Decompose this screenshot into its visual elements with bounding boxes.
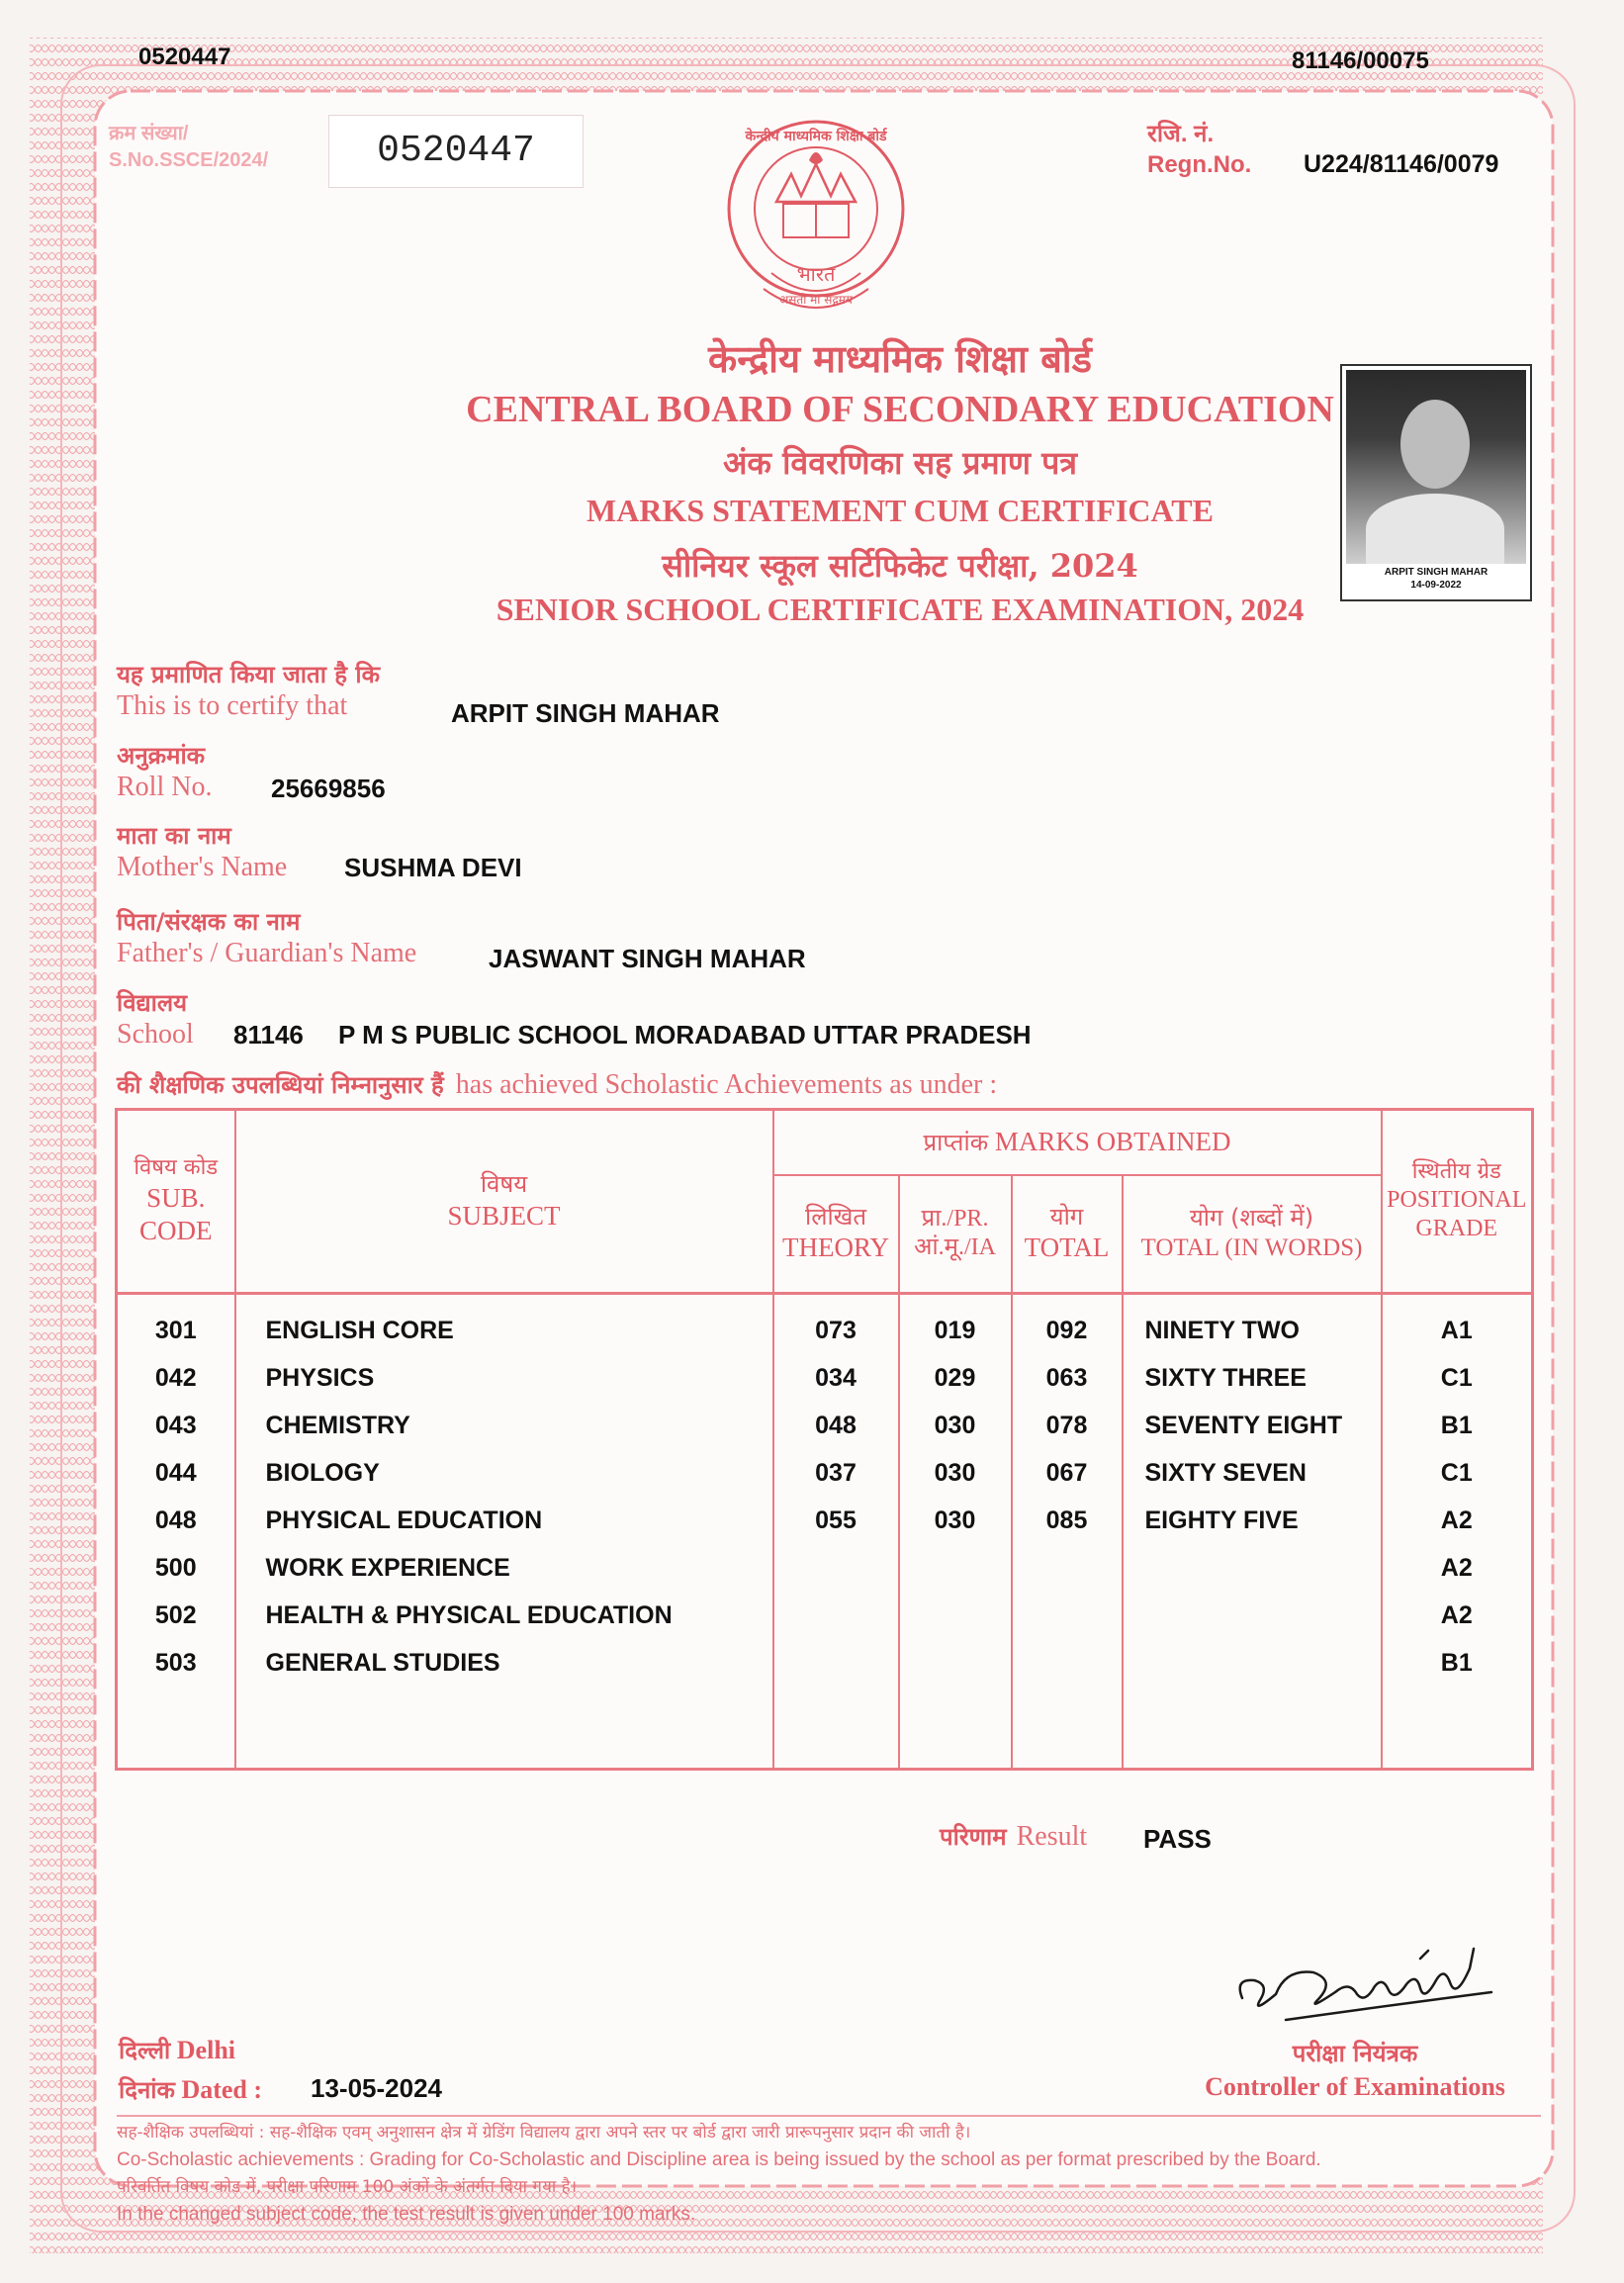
table-row xyxy=(117,1354,1533,1402)
cell-theory: 048 xyxy=(773,1402,899,1449)
result-value: PASS xyxy=(1143,1824,1212,1854)
header-total-en: TOTAL xyxy=(1024,1233,1110,1263)
header-code-en1: SUB. xyxy=(146,1182,206,1213)
photo-caption-name: ARPIT SINGH MAHAR xyxy=(1384,567,1489,578)
regn-value: U224/81146/0079 xyxy=(1304,150,1499,178)
photo-caption xyxy=(1342,567,1530,592)
father-label-hi: पिता/संरक्षक का नाम xyxy=(117,908,301,936)
roll-label xyxy=(117,739,212,803)
achieved-hi: की शैक्षणिक उपलब्धियां निम्नानुसार हैं xyxy=(117,1071,444,1099)
serial-label-en: S.No.SSCE/2024/ xyxy=(109,149,269,171)
table-row xyxy=(117,1294,1533,1355)
regn-label xyxy=(1147,119,1251,180)
footnote-divider xyxy=(117,2115,1541,2117)
cell-grade: C1 xyxy=(1382,1354,1533,1402)
school-code: 81146 xyxy=(233,1020,304,1050)
marks-table xyxy=(115,1108,1534,1771)
marks-table-body xyxy=(117,1294,1533,1770)
footnote-line-2: Co-Scholastic achievements : Grading for Co-Scholastic and Discipline area is being issued by the school as per format prescribed by the Board. xyxy=(117,2148,1321,2170)
cell-grade: B1 xyxy=(1382,1402,1533,1449)
dated-value: 13-05-2024 xyxy=(311,2073,442,2103)
cell-total-words: SIXTY THREE xyxy=(1123,1354,1382,1402)
photo-image xyxy=(1346,370,1526,564)
cell-grade: A2 xyxy=(1382,1497,1533,1544)
mother-label xyxy=(117,819,287,883)
cell-code: 042 xyxy=(117,1354,235,1402)
cell-subject: PHYSICS xyxy=(235,1354,773,1402)
cell-theory: 037 xyxy=(773,1449,899,1497)
roll-label-hi: अनुक्रमांक xyxy=(117,742,206,770)
cell-theory: 034 xyxy=(773,1354,899,1402)
cell-total-words xyxy=(1123,1544,1382,1592)
cell-grade: B1 xyxy=(1382,1639,1533,1687)
cell-grade: C1 xyxy=(1382,1449,1533,1497)
exam-title-hi: सीनियर स्कूल सर्टिफिकेट परीक्षा, 2024 xyxy=(662,547,1138,585)
header-grade-hi: स्थितीय ग्रेड xyxy=(1411,1158,1501,1184)
cell-total-words xyxy=(1123,1592,1382,1639)
roll-label-en: Roll No. xyxy=(117,772,213,802)
school-label-en: School xyxy=(117,1019,194,1050)
cell-grade: A2 xyxy=(1382,1544,1533,1592)
controller-title xyxy=(1187,2038,1523,2104)
achieved-en: has achieved Scholastic Achievements as under : xyxy=(455,1069,998,1100)
cell-total xyxy=(1012,1544,1123,1592)
header-sub-code xyxy=(117,1110,235,1294)
cell-total: 078 xyxy=(1012,1402,1123,1449)
cell-subject: HEALTH & PHYSICAL EDUCATION xyxy=(235,1592,773,1639)
cell-subject: PHYSICAL EDUCATION xyxy=(235,1497,773,1544)
table-row xyxy=(117,1497,1533,1544)
header-marks-obtained xyxy=(773,1110,1382,1175)
table-header-row-1 xyxy=(117,1110,1533,1175)
cell-subject: WORK EXPERIENCE xyxy=(235,1544,773,1592)
table-row xyxy=(117,1449,1533,1497)
result-label-hi: परिणाम xyxy=(940,1823,1007,1851)
cell-total-words xyxy=(1123,1639,1382,1687)
certify-label-en: This is to certify that xyxy=(117,690,348,721)
cell-subject: ENGLISH CORE xyxy=(235,1294,773,1355)
cell-theory xyxy=(773,1639,899,1687)
serial-label-hi: क्रम संख्या/ xyxy=(109,123,189,144)
header-grade-en2: GRADE xyxy=(1415,1215,1498,1241)
regn-label-hi: रजि. नं. xyxy=(1147,121,1215,147)
cell-total xyxy=(1012,1639,1123,1687)
cell-code: 301 xyxy=(117,1294,235,1355)
footnote-line-4: In the changed subject code, the test result is given under 100 marks. xyxy=(117,2203,696,2225)
header-practical xyxy=(899,1175,1012,1294)
cell-grade: A1 xyxy=(1382,1294,1533,1355)
cell-total-words: NINETY TWO xyxy=(1123,1294,1382,1355)
roll-number: 25669856 xyxy=(271,774,386,803)
cell-code: 048 xyxy=(117,1497,235,1544)
school-name: P M S PUBLIC SCHOOL MORADABAD UTTAR PRADESH xyxy=(338,1020,1032,1050)
table-row xyxy=(117,1544,1533,1592)
header-subject xyxy=(235,1110,773,1294)
cell-theory xyxy=(773,1544,899,1592)
cell-theory: 055 xyxy=(773,1497,899,1544)
cell-theory: 073 xyxy=(773,1294,899,1355)
footnote-line-3: परिवर्तित विषय कोड में, परीक्षा परिणाम 100 अंकों के अंतर्गत दिया गया है। xyxy=(117,2176,578,2197)
emblem-top-text: केन्द्रीय माध्यमिक शिक्षा बोर्ड xyxy=(745,129,887,144)
cell-total: 067 xyxy=(1012,1449,1123,1497)
father-label-en: Father's / Guardian's Name xyxy=(117,938,417,968)
footnotes xyxy=(117,2121,1321,2229)
header-total-hi: योग xyxy=(1049,1203,1084,1232)
result-label-en: Result xyxy=(1016,1821,1088,1852)
header-grade-en1: POSITIONAL xyxy=(1387,1186,1527,1213)
cell-total-words: SEVENTY EIGHT xyxy=(1123,1402,1382,1449)
student-photo xyxy=(1340,364,1532,601)
cell-practical: 030 xyxy=(899,1402,1012,1449)
doc-title-hi: अंक विवरणिका सह प्रमाण पत्र xyxy=(722,444,1078,482)
header-pr-2: आं.मू./IA xyxy=(914,1234,996,1261)
header-marks-hi: प्राप्तांक xyxy=(923,1129,989,1157)
cell-total-words: SIXTY SEVEN xyxy=(1123,1449,1382,1497)
header-positional-grade xyxy=(1382,1110,1533,1294)
emblem-center-text: भारत xyxy=(796,262,836,286)
cell-practical: 019 xyxy=(899,1294,1012,1355)
top-serial-right: 81146/00075 xyxy=(1292,47,1429,74)
cell-total-words: EIGHTY FIVE xyxy=(1123,1497,1382,1544)
school-label-hi: विद्यालय xyxy=(117,989,188,1017)
header-total-words xyxy=(1123,1175,1382,1294)
cell-practical xyxy=(899,1639,1012,1687)
header-subject-en: SUBJECT xyxy=(447,1200,561,1231)
table-row xyxy=(117,1402,1533,1449)
cell-practical xyxy=(899,1592,1012,1639)
table-row xyxy=(117,1639,1533,1687)
cell-subject: BIOLOGY xyxy=(235,1449,773,1497)
mother-name: SUSHMA DEVI xyxy=(344,853,522,882)
place xyxy=(119,2034,235,2066)
serial-label xyxy=(109,121,268,174)
top-serial-left: 0520447 xyxy=(138,44,231,70)
cell-practical: 030 xyxy=(899,1449,1012,1497)
regn-label-en: Regn.No. xyxy=(1147,151,1252,179)
header-total xyxy=(1012,1175,1123,1294)
school-label xyxy=(117,986,194,1050)
cell-subject: CHEMISTRY xyxy=(235,1402,773,1449)
cell-subject: GENERAL STUDIES xyxy=(235,1639,773,1687)
father-name: JASWANT SINGH MAHAR xyxy=(489,944,806,973)
cell-total xyxy=(1012,1592,1123,1639)
cell-code: 043 xyxy=(117,1402,235,1449)
footnote-line-1: सह-शैक्षिक उपलब्धियां : सह-शैक्षिक एवम् अनुशासन क्षेत्र में ग्रेडिंग विद्यालय द्वारा अपने स्तर पर बोर्ड द्वारा जारी प्रारूपनुसार प्रदान की जाती है। xyxy=(117,2123,971,2143)
cell-total: 063 xyxy=(1012,1354,1123,1402)
header-pr-1: प्रा./PR. xyxy=(921,1205,989,1232)
cell-code: 044 xyxy=(117,1449,235,1497)
cell-practical: 029 xyxy=(899,1354,1012,1402)
mother-label-hi: माता का नाम xyxy=(117,822,231,850)
result-line xyxy=(940,1820,1087,1853)
table-row xyxy=(117,1592,1533,1639)
cell-practical xyxy=(899,1544,1012,1592)
board-name-en: CENTRAL BOARD OF SECONDARY EDUCATION xyxy=(466,389,1334,430)
dated-label xyxy=(119,2073,262,2106)
header-code-hi: विषय कोड xyxy=(134,1155,219,1181)
header-words-hi: योग (शब्दों में) xyxy=(1189,1204,1314,1233)
doc-title-en: MARKS STATEMENT CUM CERTIFICATE xyxy=(586,493,1214,528)
mother-label-en: Mother's Name xyxy=(117,852,288,882)
table-filler-row xyxy=(117,1687,1533,1770)
header-marks-en: MARKS OBTAINED xyxy=(994,1127,1231,1157)
header-subject-hi: विषय xyxy=(480,1170,528,1199)
place-hi: दिल्ली xyxy=(119,2037,171,2064)
board-name-hi: केन्द्रीय माध्यमिक शिक्षा बोर्ड xyxy=(708,336,1092,381)
controller-en: Controller of Examinations xyxy=(1205,2072,1505,2102)
place-en: Delhi xyxy=(176,2036,236,2064)
emblem-motto: असतो मा सद्गमय xyxy=(779,293,853,307)
achieved-line xyxy=(117,1068,997,1101)
father-label xyxy=(117,905,416,969)
controller-signature xyxy=(1226,1929,1503,2038)
header-words-en: TOTAL (IN WORDS) xyxy=(1140,1233,1363,1261)
cell-grade: A2 xyxy=(1382,1592,1533,1639)
cell-total: 085 xyxy=(1012,1497,1123,1544)
cell-code: 502 xyxy=(117,1592,235,1639)
student-name: ARPIT SINGH MAHAR xyxy=(451,698,720,728)
header-code-en2: CODE xyxy=(139,1215,213,1245)
cell-code: 500 xyxy=(117,1544,235,1592)
dated-label-hi: दिनांक xyxy=(119,2076,175,2104)
cell-theory xyxy=(773,1592,899,1639)
serial-value: 0520447 xyxy=(377,130,535,172)
serial-box xyxy=(328,115,584,188)
dated-label-en: Dated : xyxy=(181,2075,263,2104)
cell-total: 092 xyxy=(1012,1294,1123,1355)
cell-code: 503 xyxy=(117,1639,235,1687)
exam-title-en: SENIOR SCHOOL CERTIFICATE EXAMINATION, 2024 xyxy=(496,592,1305,627)
certify-label xyxy=(117,658,380,722)
photo-caption-date: 14-09-2022 xyxy=(1410,579,1462,591)
cell-practical: 030 xyxy=(899,1497,1012,1544)
certify-label-hi: यह प्रमाणित किया जाता है कि xyxy=(117,661,381,688)
controller-hi: परीक्षा नियंत्रक xyxy=(1292,2040,1418,2067)
header-theory xyxy=(773,1175,899,1294)
header-theory-hi: लिखित xyxy=(804,1203,867,1232)
header-theory-en: THEORY xyxy=(782,1233,889,1263)
